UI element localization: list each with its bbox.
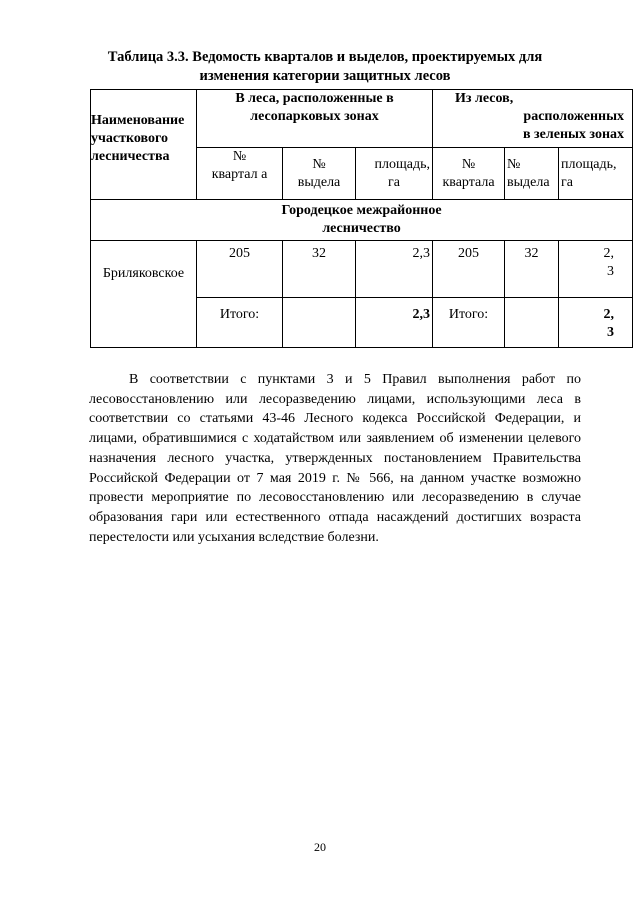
forestry-name: Бриляковское	[91, 241, 197, 348]
forest-quarters-table	[90, 89, 633, 348]
cell-area-2: 2, 3	[559, 241, 633, 298]
header-forestry-name: Наименование участкового лесничества	[91, 90, 197, 200]
body-paragraph: В соответствии с пунктами 3 и 5 Правил выполнения работ по лесовосстановлению или лесоразведению лицами, использующими леса в соответствии со статьями 43-46 Лесного кодекса Российской Федерации, и лицами, обратившимися с ходатайством или заявлением об изменении целевого назначения лесного участка, утвержденных постановлением Правительства Российской Федерации от 7 мая 2019 г. № 566, на данном участке возможно провести мероприятие по лесовосстановлению или лесоразведению в случае образования гари или естественного отпада насаждений достигших возраста перестелости или усыхания вследствие болезни.	[89, 372, 581, 545]
header-group-parks: В леса, расположенные в лесопарковых зонах	[197, 90, 433, 148]
cell-kvartal-1: 205	[197, 241, 283, 298]
total-empty-2	[505, 298, 559, 348]
table-caption	[60, 48, 590, 86]
cell-kvartal-2: 205	[433, 241, 505, 298]
total-area-2: 2, 3	[559, 298, 633, 348]
cell-area-1: 2,3	[356, 241, 433, 298]
header-kvartal-2: № квартала	[433, 148, 505, 200]
cell-vydel-2: 32	[505, 241, 559, 298]
caption-line-1: Таблица 3.3. Ведомость кварталов и выделов, проектируемых для	[107, 49, 543, 65]
header-vydel-2: № выдела	[505, 148, 559, 200]
total-area-1: 2,3	[356, 298, 433, 348]
header-group-green: Из лесов, расположенных в зеленых зонах	[433, 90, 633, 148]
header-area-2: площадь, га	[559, 148, 633, 200]
cell-vydel-1: 32	[283, 241, 356, 298]
page-number: 20	[314, 840, 326, 854]
total-label-2: Итого:	[433, 298, 505, 348]
total-empty-1	[283, 298, 356, 348]
header-vydel-1: № выдела	[283, 148, 356, 200]
header-kvartal-1: № квартал а	[197, 148, 283, 200]
header-area-1: площадь, га	[356, 148, 433, 200]
total-label-1: Итого:	[197, 298, 283, 348]
region-row: Городецкое межрайонное лесничество	[91, 200, 633, 241]
caption-line-2: изменения категории защитных лесов	[199, 68, 451, 84]
